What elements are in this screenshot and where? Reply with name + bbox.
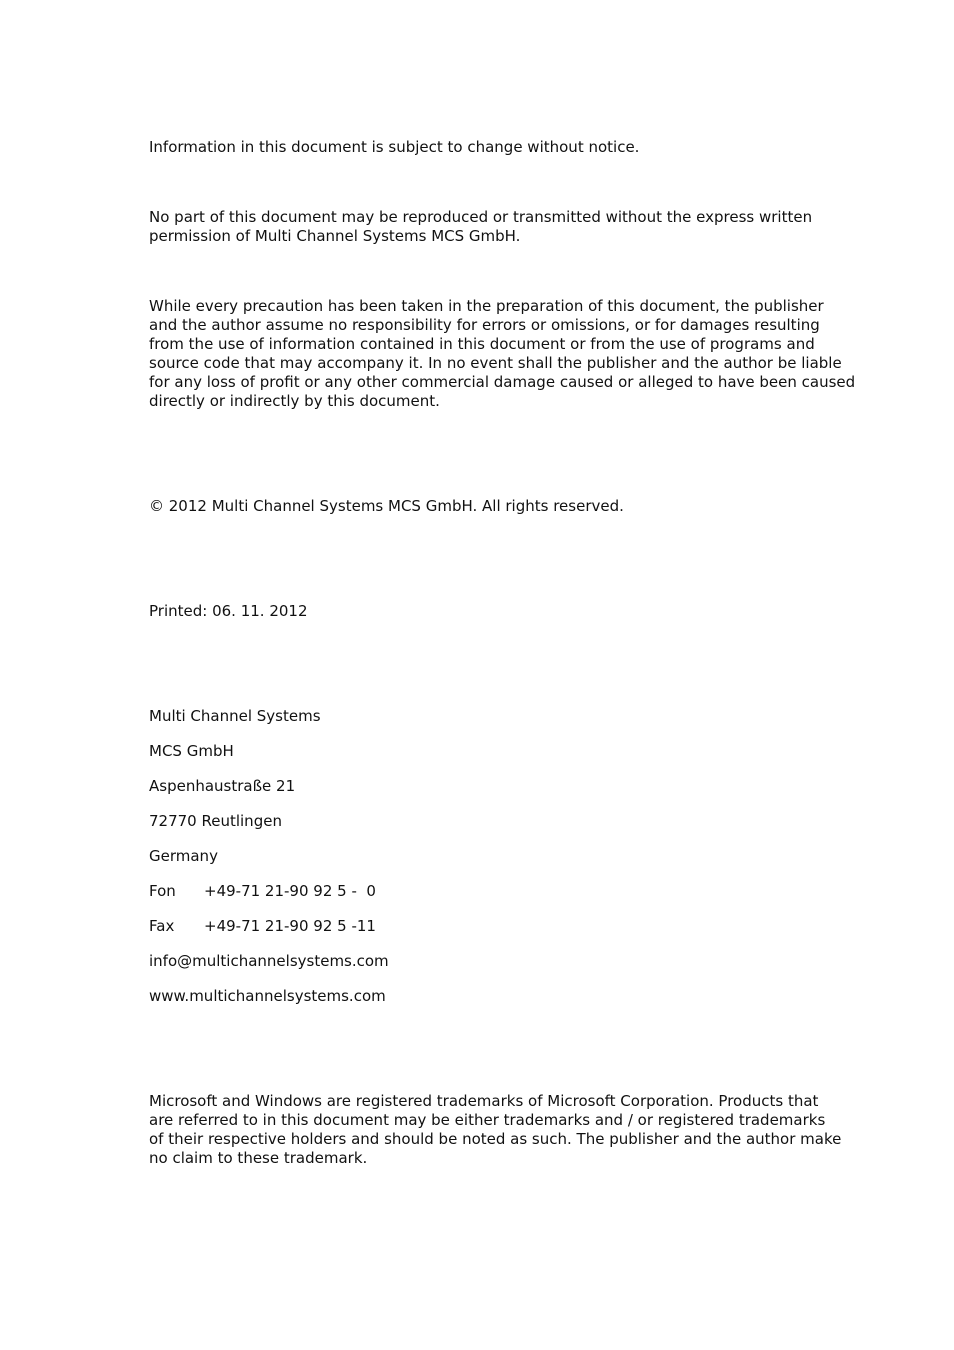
fax-label: Fax [149,917,175,935]
liability-disclaimer [149,297,856,411]
disclaimer-line: and the author assume no responsibility for errors or omissions, or for damages resulting [149,316,820,334]
print-date-text: Printed: 06. 11. 2012 [149,602,308,620]
address-street: Aspenhaustraße 21 [149,777,296,795]
fax-row [149,917,376,936]
fax-number: +49-71 21-90 92 5 -11 [204,917,376,935]
reproduction-line: permission of Multi Channel Systems MCS GmbH. [149,227,521,245]
website-url: www.multichannelsystems.com [149,987,386,1005]
copyright-notice [149,497,849,516]
disclaimer-line: from the use of information contained in this document or from the use of programs and [149,335,815,353]
change-notice-text: Information in this document is subject to change without notice. [149,138,640,156]
trademark-line: no claim to these trademark. [149,1149,368,1167]
disclaimer-line: for any loss of profit or any other commercial damage caused or alleged to have been caused [149,373,856,391]
trademark-line: of their respective holders and should be noted as such. The publisher and the author make [149,1130,842,1148]
disclaimer-line: source code that may accompany it. In no event shall the publisher and the author be liable [149,354,842,372]
address-city: 72770 Reutlingen [149,812,282,830]
address-entity: MCS GmbH [149,742,234,760]
reproduction-notice [149,208,849,246]
copyright-text: © 2012 Multi Channel Systems MCS GmbH. All rights reserved. [149,497,624,515]
phone-label: Fon [149,882,176,900]
phone-row [149,882,376,901]
email-address: info@multichannelsystems.com [149,952,389,970]
address-company: Multi Channel Systems [149,707,321,725]
trademark-notice [149,1092,849,1168]
change-notice [149,138,849,157]
phone-number: +49-71 21-90 92 5 - 0 [204,882,376,900]
trademark-line: are referred to in this document may be either trademarks and / or registered trademarks [149,1111,826,1129]
trademark-line: Microsoft and Windows are registered trademarks of Microsoft Corporation. Products that [149,1092,819,1110]
disclaimer-line: While every precaution has been taken in the preparation of this document, the publisher [149,297,824,315]
address-country: Germany [149,847,218,865]
disclaimer-line: directly or indirectly by this document. [149,392,440,410]
reproduction-line: No part of this document may be reproduced or transmitted without the express written [149,208,813,226]
print-date [149,602,849,621]
